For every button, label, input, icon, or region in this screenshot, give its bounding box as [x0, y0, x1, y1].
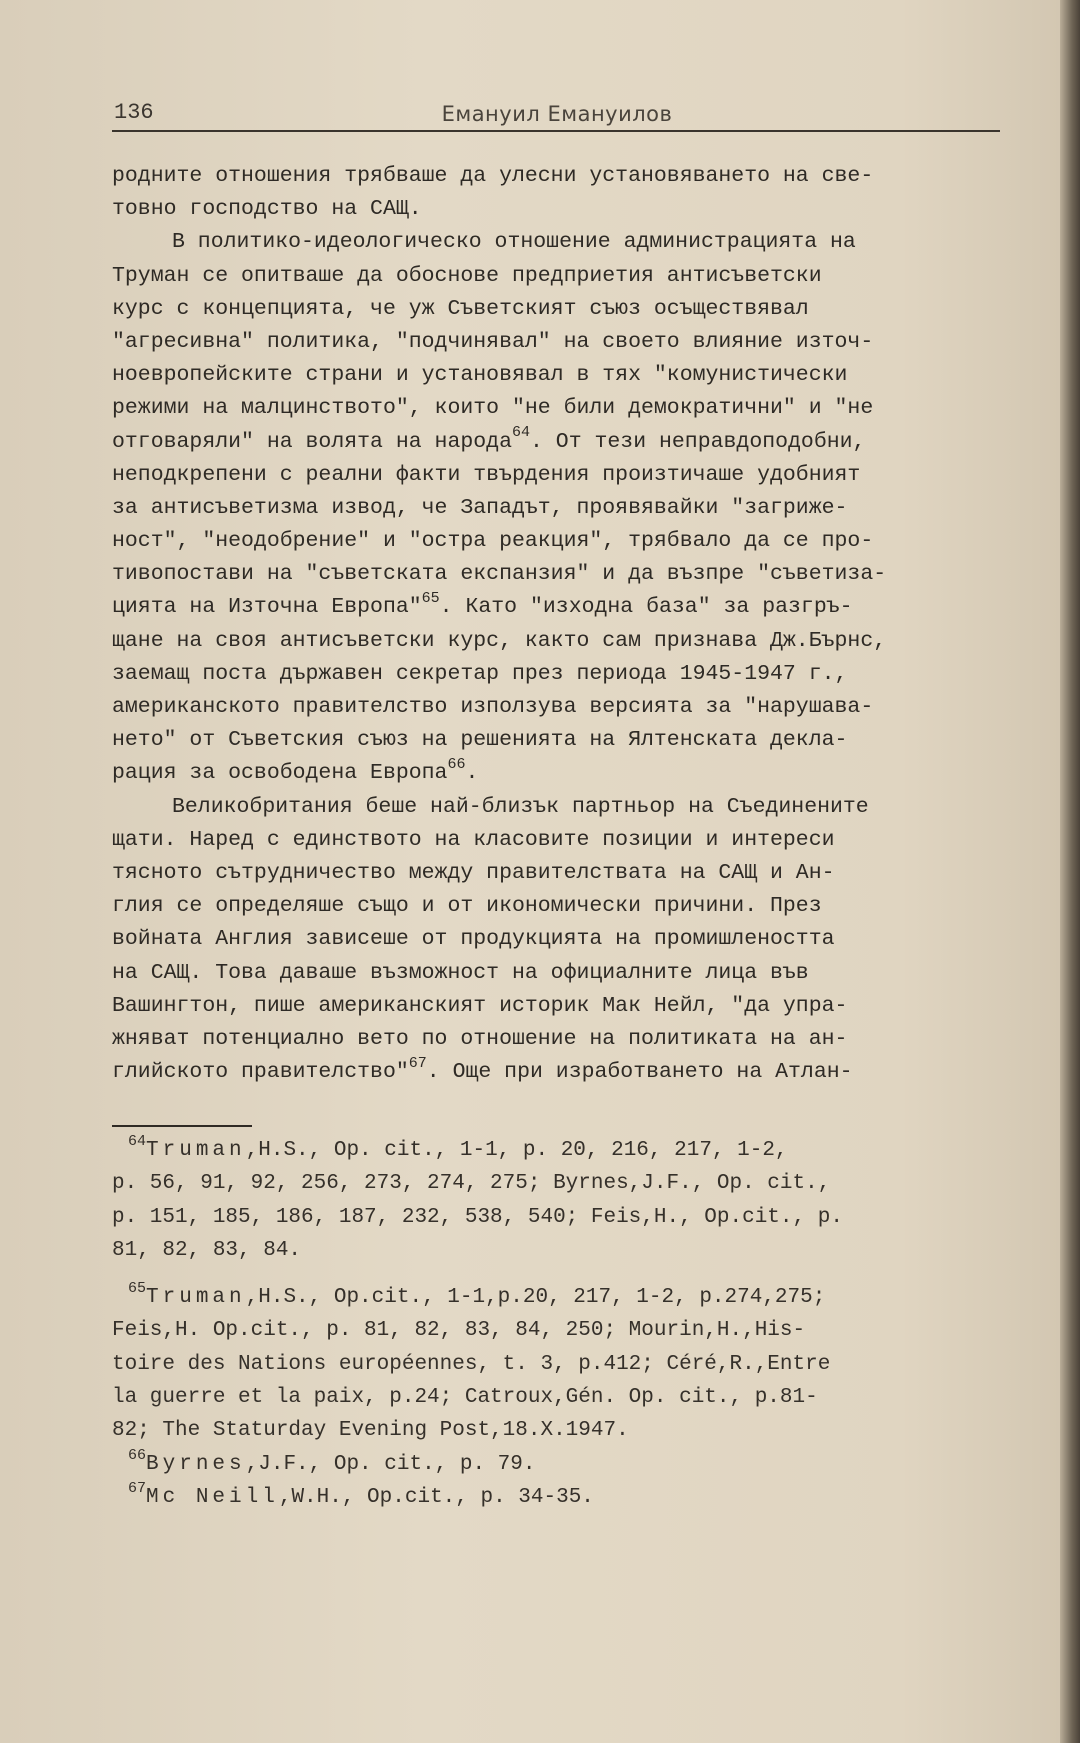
footnote-author: Mc Neill: [146, 1485, 279, 1509]
body-line-text: глия се определяше също и от икономически причини. През: [112, 894, 822, 919]
body-line: [112, 1023, 1032, 1056]
body-text: [112, 160, 1032, 1089]
footnote-author: Byrnes: [146, 1452, 246, 1476]
body-line: [112, 293, 1032, 326]
footnote-text: p. 151, 185, 186, 187, 232, 538, 540; Feis,H., Op.cit., p.: [112, 1205, 843, 1229]
footnote-number: 67: [128, 1479, 147, 1497]
body-line: [112, 890, 1032, 923]
body-line: [112, 824, 1032, 857]
body-line-text: отговаряли" на волята на народа: [112, 429, 512, 454]
body-line-text: нето" от Съветския съюз на решенията на Ялтенската декла-: [112, 728, 848, 753]
body-line-text: щати. Наред с единството на класовите позиции и интереси: [112, 827, 835, 852]
body-line-text: цията на Източна Европа": [112, 595, 422, 620]
footnotes: [112, 1134, 1032, 1514]
footnote-text: Feis,H. Op.cit., p. 81, 82, 83, 84, 250; Mourin,H.,His-: [112, 1319, 806, 1343]
body-line: [112, 957, 1032, 990]
body-line-text: рация за освободена Европа: [112, 761, 448, 786]
footnote-text: ,H.S., Op. cit., 1-1, p. 20, 216, 217, 1-2,: [245, 1139, 788, 1162]
body-line-text: тивопостави на "съветската експанзия" и да възпре "съветиза-: [112, 562, 887, 587]
footnote-line: [112, 1314, 1032, 1347]
body-line: [112, 625, 1032, 658]
body-line: [112, 857, 1032, 890]
body-line-text: войната Англия зависеше от продукцията на промишлеността: [112, 927, 835, 952]
body-line: [112, 591, 1032, 624]
body-line: [112, 492, 1032, 525]
body-line-text: неподкрепени с реални факти твърдения произтичаше удобният: [112, 462, 861, 487]
body-line: [112, 1056, 1032, 1089]
footnote-text: 81, 82, 83, 84.: [112, 1238, 302, 1262]
body-line-text: глийското правителство": [112, 1060, 409, 1085]
body-line-text: ност", "неодобрение" и "остра реакция", трябвало да се про-: [112, 529, 874, 554]
body-line: [112, 757, 1032, 790]
footnote-reference: 67: [408, 1054, 427, 1072]
body-line: [112, 392, 1032, 425]
footnote-line: [112, 1234, 1032, 1267]
footnote-number: 65: [128, 1280, 147, 1298]
body-line-text: щане на своя антисъветски курс, както сам признава Дж.Бърнс,: [112, 628, 887, 653]
page-number: 136: [114, 100, 154, 125]
footnote-reference: 64: [511, 424, 530, 442]
body-line: [112, 558, 1032, 591]
body-line-text: курс с концепцията, че уж Съветският съюз осъществявал: [112, 296, 809, 321]
footnote-rule: [112, 1125, 252, 1127]
body-line: [112, 226, 1032, 259]
body-line: [112, 691, 1032, 724]
footnote-reference: 66: [447, 756, 466, 774]
footnote-text: p. 56, 91, 92, 256, 273, 274, 275; Byrnes,J.F., Op. cit.,: [112, 1172, 831, 1196]
body-line-text: за антисъветизма извод, че Западът, проявявайки "загриже-: [112, 495, 848, 520]
body-line-text: родните отношения трябваше да улесни установяването на све-: [112, 164, 874, 188]
footnote-text: toire des Nations européennes, t. 3, p.412; Céré,R.,Entre: [112, 1352, 831, 1376]
footnote-line: [112, 1414, 1032, 1447]
body-line: [112, 193, 1032, 226]
body-line: [112, 923, 1032, 956]
footnote-text: ,W.H., Op.cit., p. 34-35.: [278, 1485, 594, 1509]
body-line-text: товно господство на САЩ.: [112, 197, 422, 222]
body-line: [112, 791, 1032, 824]
footnote-line: [112, 1134, 1032, 1167]
footnote-line: [112, 1448, 1032, 1481]
footnote-text: ,H.S., Op.cit., 1-1,p.20, 217, 1-2, p.274,275;: [245, 1286, 826, 1310]
footnote-number: 66: [128, 1446, 147, 1464]
footnote-text: 82; The Staturday Evening Post,18.X.1947.: [112, 1419, 629, 1443]
body-line: [112, 990, 1032, 1023]
body-line-text: тясното сътрудничество между правителствата на САЩ и Ан-: [112, 860, 835, 885]
body-line-text-continued: . От тези неправдоподобни,: [529, 429, 866, 454]
footnote-author: Truman: [146, 1139, 246, 1162]
footnote-line: [112, 1381, 1032, 1414]
body-line: [112, 326, 1032, 359]
body-line-text: жняват потенциално вето по отношение на политиката на ан-: [112, 1026, 848, 1051]
body-line-text: "агресивна" политика, "подчинявал" на своето влияние източ-: [112, 329, 874, 354]
body-line-text: на САЩ. Това даваше възможност на официалните лица във: [112, 960, 809, 985]
body-line-text-continued: . Като "изходна база" за разгръ-: [439, 595, 853, 620]
footnote-line: [112, 1348, 1032, 1381]
footnote-line: [112, 1481, 1032, 1514]
body-line: [112, 658, 1032, 691]
running-head: Емануил Емануилов: [441, 102, 673, 126]
body-line: [112, 724, 1032, 757]
body-line-text-continued: . Още при изработването на Атлан-: [426, 1060, 853, 1085]
footnote-reference: 65: [421, 590, 440, 608]
body-line: [112, 160, 1032, 193]
footnote-text: la guerre et la paix, p.24; Catroux,Gén. Op. cit., p.81-: [112, 1386, 818, 1410]
body-line-text: заемащ поста държавен секретар през периода 1945-1947 г.,: [112, 661, 848, 686]
body-line-text: ноевропейските страни и установявал в тях "комунистически: [112, 363, 848, 388]
footnote-line: [112, 1167, 1032, 1200]
body-line: [112, 426, 1032, 459]
body-line: [112, 260, 1032, 293]
body-line: [112, 359, 1032, 392]
footnote-number: 64: [128, 1133, 147, 1150]
footnote-gap: [112, 1267, 1032, 1281]
body-line: [112, 459, 1032, 492]
page-header: [112, 100, 1000, 132]
body-line-text: В политико-идеологическо отношение администрацията на: [172, 230, 856, 255]
body-line-text: Великобритания беше най-близък партньор на Съединените: [172, 794, 869, 819]
body-line-text: Труман се опитваше да обоснове предприетия антисъветски: [112, 263, 822, 288]
body-line-text-continued: .: [465, 761, 479, 786]
body-line-text: американското правителство използува версията за "нарушава-: [112, 695, 874, 719]
footnote-text: ,J.F., Op. cit., p. 79.: [245, 1452, 536, 1476]
body-line-text: Вашингтон, пише американският историк Мак Нейл, "да упра-: [112, 993, 848, 1018]
footnote-author: Truman: [146, 1286, 246, 1310]
page-edge-shadow: [1060, 0, 1080, 1743]
body-line: [112, 525, 1032, 558]
footnote-line: [112, 1281, 1032, 1314]
body-line-text: режими на малцинството", които "не били демократични" и "не: [112, 396, 874, 421]
footnote-line: [112, 1201, 1032, 1234]
